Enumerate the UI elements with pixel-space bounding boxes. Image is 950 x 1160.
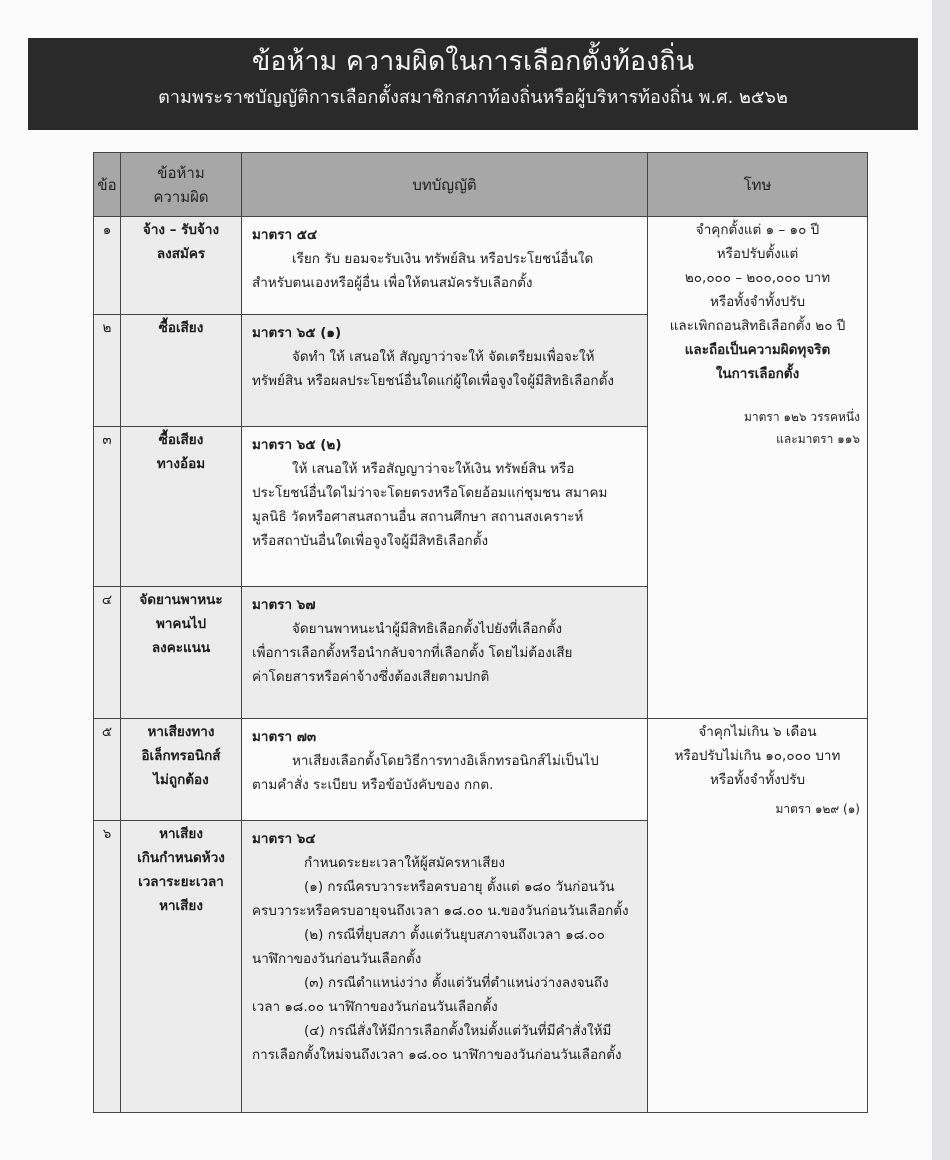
provision-line: มูลนิธิ วัดหรือศาสนสถานอื่น สถานศึกษา สถานสงเคราะห์ bbox=[252, 509, 584, 525]
row-number: ๑ bbox=[94, 217, 121, 315]
offense-line: อิเล็กทรอนิกส์ bbox=[141, 748, 221, 764]
offense-line: พาคนไป bbox=[155, 616, 207, 632]
provision-line: ครบวาระหรือครบอายุจนถึงเวลา ๑๘.๐๐ น.ของวันก่อนวันเลือกตั้ง bbox=[252, 903, 629, 919]
offense-line: ซื้อเสียง bbox=[158, 320, 204, 336]
penalty-cell-2 bbox=[648, 719, 868, 1113]
provision-line: (๔) กรณีสั่งให้มีการเลือกตั้งใหม่ตั้งแต่วันที่มีคำสั่งให้มี bbox=[304, 1023, 612, 1039]
header-offense-line: ความผิด bbox=[153, 187, 209, 206]
penalty-line: จำคุกไม่เกิน ๖ เดือน bbox=[698, 724, 817, 740]
provision-line: นาฬิกาของวันก่อนวันเลือกตั้ง bbox=[252, 951, 422, 967]
penalty-line: หรือทั้งจำทั้งปรับ bbox=[709, 294, 806, 310]
penalty-line: ๒๐,๐๐๐ – ๒๐๐,๐๐๐ บาท bbox=[684, 270, 831, 286]
provision-cell bbox=[242, 821, 648, 1113]
offense-cell bbox=[121, 821, 242, 1113]
offense-cell bbox=[121, 587, 242, 719]
header-offense bbox=[121, 153, 242, 217]
provision-line: จัดยานพาหนะนำผู้มีสิทธิเลือกตั้งไปยังที่เลือกตั้ง bbox=[292, 621, 563, 637]
table-header-row bbox=[94, 153, 868, 217]
penalty-line: หรือทั้งจำทั้งปรับ bbox=[709, 772, 806, 788]
section-number: มาตรา ๖๗ bbox=[252, 597, 316, 613]
provision-line: ทรัพย์สิน หรือผลประโยชน์อื่นใดแก่ผู้ใดเพื่อจูงใจผู้มีสิทธิเลือกตั้ง bbox=[252, 373, 614, 389]
offense-line: จัดยานพาหนะ bbox=[139, 592, 223, 608]
provision-line: เรียก รับ ยอมจะรับเงิน ทรัพย์สิน หรือประโยชน์อื่นใด bbox=[292, 251, 594, 267]
penalty-bold-line: ในการเลือกตั้ง bbox=[715, 366, 800, 382]
provision-cell bbox=[242, 587, 648, 719]
offense-cell bbox=[121, 315, 242, 427]
penalty-line: จำคุกตั้งแต่ ๑ – ๑๐ ปี bbox=[695, 222, 820, 238]
offense-line: เวลาระยะเวลา bbox=[138, 874, 224, 890]
row-number: ๖ bbox=[94, 821, 121, 1113]
provision-cell bbox=[242, 217, 648, 315]
offense-line: ลงสมัคร bbox=[156, 246, 206, 262]
offense-cell bbox=[121, 427, 242, 587]
provision-line: ตามคำสั่ง ระเบียบ หรือข้อบังคับของ กกต. bbox=[252, 777, 494, 793]
provision-line: ประโยชน์อื่นใดไม่ว่าจะโดยตรงหรือโดยอ้อมแก่ชุมชน สมาคม bbox=[252, 485, 608, 501]
provision-line: (๑) กรณีครบวาระหรือครบอายุ ตั้งแต่ ๑๘๐ วันก่อนวัน bbox=[304, 879, 615, 895]
header-banner bbox=[28, 38, 918, 130]
penalty-reference: มาตรา ๑๒๙ (๑) bbox=[775, 802, 860, 816]
offense-line: ลงคะแนน bbox=[151, 640, 211, 656]
row-number: ๕ bbox=[94, 719, 121, 821]
row-number: ๓ bbox=[94, 427, 121, 587]
provision-line: ค่าโดยสารหรือค่าจ้างซึ่งต้องเสียตามปกติ bbox=[252, 669, 490, 685]
provision-line: สำหรับตนเองหรือผู้อื่น เพื่อให้ตนสมัครรับเลือกตั้ง bbox=[252, 275, 533, 291]
header-penalty: โทษ bbox=[648, 153, 868, 217]
section-number: มาตรา ๖๕ (๒) bbox=[252, 437, 342, 453]
penalty-line: หรือปรับไม่เกิน ๑๐,๐๐๐ บาท bbox=[674, 748, 841, 764]
header-provision: บทบัญญัติ bbox=[242, 153, 648, 217]
provision-line: หาเสียงเลือกตั้งโดยวิธีการทางอิเล็กทรอนิกส์ไม่เป็นไป bbox=[292, 753, 599, 769]
page-margin bbox=[932, 0, 950, 1160]
offense-line: ซื้อเสียง bbox=[158, 432, 204, 448]
provision-line: เพื่อการเลือกตั้งหรือนำกลับจากที่เลือกตั้ง โดยไม่ต้องเสีย bbox=[252, 645, 573, 661]
offense-cell bbox=[121, 719, 242, 821]
provision-line: ให้ เสนอให้ หรือสัญญาว่าจะให้เงิน ทรัพย์สิน หรือ bbox=[292, 461, 575, 477]
provision-line: เวลา ๑๘.๐๐ นาฬิกาของวันก่อนวันเลือกตั้ง bbox=[252, 999, 498, 1015]
offense-line: ทางอ้อม bbox=[156, 456, 206, 472]
offense-line: หาเสียงทาง bbox=[147, 724, 215, 740]
penalty-bold-line: และถือเป็นความผิดทุจริต bbox=[684, 342, 831, 358]
provision-line: (๒) กรณีที่ยุบสภา ตั้งแต่วันยุบสภาจนถึงเวลา ๑๘.๐๐ bbox=[304, 927, 605, 943]
penalty-reference: และมาตรา ๑๑๖ bbox=[776, 432, 860, 446]
row-number: ๔ bbox=[94, 587, 121, 719]
section-number: มาตรา ๖๕ (๑) bbox=[252, 325, 342, 341]
provision-cell bbox=[242, 315, 648, 427]
page-title: ข้อห้าม ความผิดในการเลือกตั้งท้องถิ่น bbox=[251, 46, 695, 77]
penalty-line: หรือปรับตั้งแต่ bbox=[716, 246, 799, 262]
offense-table bbox=[93, 152, 868, 1113]
penalty-reference: มาตรา ๑๒๖ วรรคหนึ่ง bbox=[743, 410, 860, 424]
section-number: มาตรา ๖๔ bbox=[252, 831, 316, 847]
page-subtitle: ตามพระราชบัญญัติการเลือกตั้งสมาชิกสภาท้องถิ่นหรือผู้บริหารท้องถิ่น พ.ศ. ๒๕๖๒ bbox=[158, 87, 788, 108]
provision-line: จัดทำ ให้ เสนอให้ สัญญาว่าจะให้ จัดเตรียมเพื่อจะให้ bbox=[292, 349, 595, 365]
provision-line: กำหนดระยะเวลาให้ผู้สมัครหาเสียง bbox=[304, 855, 506, 871]
provision-cell bbox=[242, 427, 648, 587]
provision-cell bbox=[242, 719, 648, 821]
offense-line: หาเสียง bbox=[159, 898, 203, 914]
header-num: ข้อ bbox=[94, 153, 121, 217]
table-row bbox=[94, 217, 868, 315]
penalty-line: และเพิกถอนสิทธิเลือกตั้ง ๒๐ ปี bbox=[669, 318, 846, 334]
penalty-cell-1 bbox=[648, 217, 868, 719]
offense-cell bbox=[121, 217, 242, 315]
provision-line: หรือสถาบันอื่นใดเพื่อจูงใจผู้มีสิทธิเลือกตั้ง bbox=[252, 533, 489, 549]
section-number: มาตรา ๕๔ bbox=[252, 227, 318, 243]
row-number: ๒ bbox=[94, 315, 121, 427]
offense-line: เกินกำหนดห้วง bbox=[137, 850, 225, 866]
provision-line: การเลือกตั้งใหม่จนถึงเวลา ๑๘.๐๐ นาฬิกาของวันก่อนวันเลือกตั้ง bbox=[252, 1047, 622, 1063]
provision-line: (๓) กรณีตำแหน่งว่าง ตั้งแต่วันที่ตำแหน่งว่างลงจนถึง bbox=[304, 975, 609, 991]
offense-line: จ้าง – รับจ้าง bbox=[142, 222, 220, 238]
offense-line: หาเสียง bbox=[159, 826, 203, 842]
header-offense-line: ข้อห้าม bbox=[157, 163, 205, 182]
offense-line: ไม่ถูกต้อง bbox=[153, 772, 209, 788]
section-number: มาตรา ๗๓ bbox=[252, 729, 317, 745]
table-row bbox=[94, 719, 868, 821]
